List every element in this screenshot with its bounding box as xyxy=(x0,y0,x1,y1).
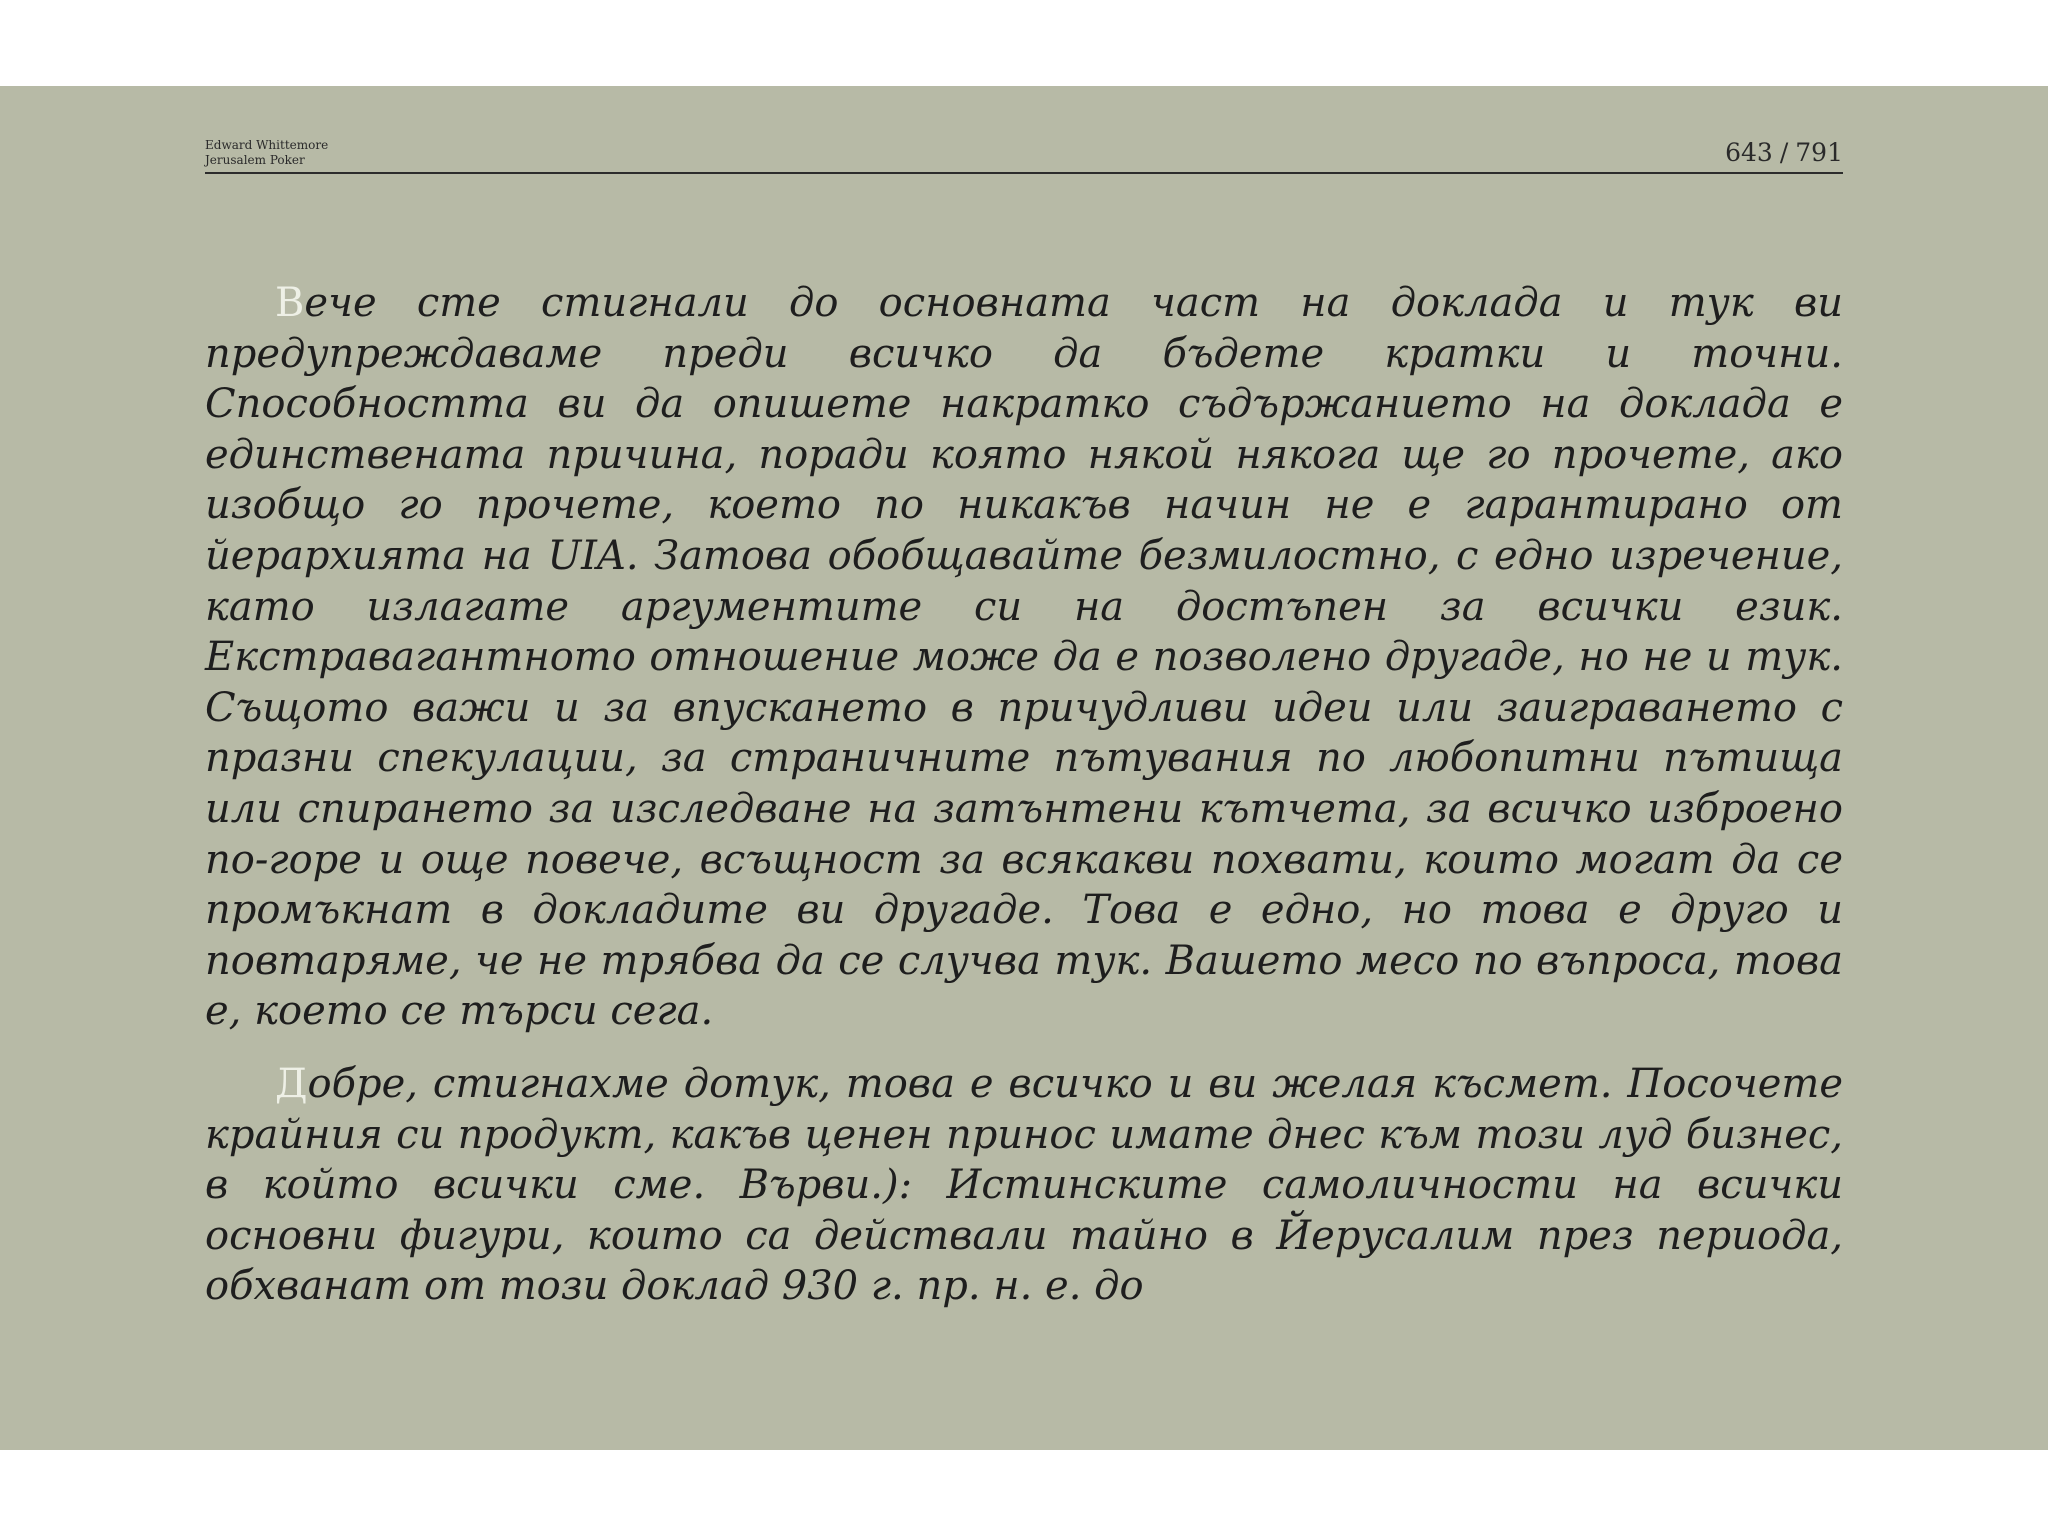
paragraph-2-text: обре, стигнахме дотук, това е всичко и ви желая късмет. Посочете крайния си продукт, какъв ценен принос имате днес към този луд бизнес, в който всички сме. Върви.): Истинските самоличности на всички основни фигури, които са действали тайно в Йерусалим през периода, обхванат от този доклад 930 г. пр. н. е. до xyxy=(205,1060,1843,1310)
paragraph-1-initial: В xyxy=(275,280,305,326)
paragraph-1-text: ече сте стигнали до основната част на доклада и тук ви предупреждаваме преди всичко да бъдете кратки и точни. Способността ви да опишете накратко съдържанието на доклада е единствената причина, поради която някой някога ще го прочете, ако изобщо го прочете, което по никакъв начин не е гарантирано от йерархията на UIA. Затова обобщавайте безмилостно, с едно изречение, като излагате аргументите си на достъпен за всички език. Екстравагантното отношение може да е позволено другаде, но не и тук. Същото важи и за впускането в причудливи идеи или заиграването с празни спекулации, за страничните пътувания по любопитни пътища или спирането за изследване на затънтени кътчета, за всичко изброено по-горе и още повече, всъщност за всякакви похвати, които могат да се промъкнат в докладите ви другаде. Това е едно, но това е друго и повтаряме, че не трябва да се случва тук. Вашето месо по въпроса, това е, което се търси сега. xyxy=(205,280,1843,1035)
book-title: Jerusalem Poker xyxy=(205,153,305,167)
total-pages-number: 791 xyxy=(1795,138,1843,167)
header-rule xyxy=(205,172,1843,174)
running-head-left xyxy=(205,138,328,168)
paragraph-2 xyxy=(205,1059,1843,1312)
page-separator: / xyxy=(1779,138,1789,167)
paragraph-1 xyxy=(205,278,1843,1037)
page-body xyxy=(205,278,1843,1312)
running-header xyxy=(205,138,1843,262)
current-page-number: 643 xyxy=(1725,138,1773,167)
page-counter xyxy=(1725,138,1843,168)
paragraph-2-initial: Д xyxy=(275,1060,308,1107)
author-name: Edward Whittemore xyxy=(205,138,329,152)
